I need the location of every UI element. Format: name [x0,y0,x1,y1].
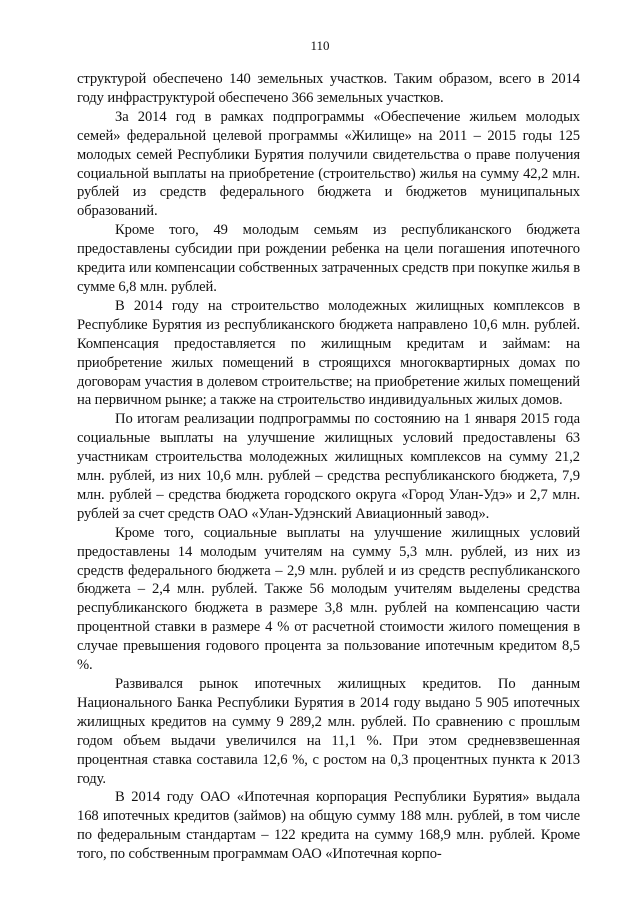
paragraph: Кроме того, социальные выплаты на улучшение жилищных условий предоставлены 14 молодым учителям на сумму 5,3 млн. рублей, из них из средств федерального бюджета – 2,9 млн. рублей и из средств республиканского бюджета – 2,4 млн. рублей. Также 56 молодым учителям выделены средства республиканского бюджета в размере 3,8 млн. рублей на компенсацию части процентной ставки в размере 4 % от расчетной стоимости жилого помещения в случае превышения годового процента за пользование ипотечным кредитом 8,5 %. [77,524,580,674]
paragraph: Кроме того, 49 молодым семьям из республиканского бюджета предоставлены субсидии при рождении ребенка на цели погашения ипотечного кредита или компенсации собственных затраченных средств при покупке жилья в сумме 6,8 млн. рублей. [77,222,580,295]
paragraph: Развивался рынок ипотечных жилищных кредитов. По данным Национального Банка Республики Бурятия в 2014 году выдано 5 905 ипотечных жилищных кредитов на сумму 9 289,2 млн. рублей. По сравнению с прошлым годом объем выдачи увеличился на 11,1 %. При этом средневзвешенная процентная ставка составила 12,6 %, с ростом на 0,3 процентных пункта к 2013 году. [77,676,580,787]
paragraph: структурой обеспечено 140 земельных участков. Таким образом, всего в 2014 году инфраструктурой обеспечено 366 земельных участков. [77,71,580,106]
page-number: 110 [310,38,330,53]
body-text [77,70,580,864]
paragraph: В 2014 году ОАО «Ипотечная корпорация Республики Бурятия» выдала 168 ипотечных кредитов (займов) на общую сумму 188 млн. рублей, в том числе по федеральным стандартам – 122 кредита на сумму 168,9 млн. рублей. Кроме того, по собственным программам ОАО «Ипотечная корпо- [77,789,580,863]
paragraph: За 2014 год в рамках подпрограммы «Обеспечение жильем молодых семей» федеральной целевой программы «Жилище» на 2011 – 2015 годы 125 молодых семей Республики Бурятия получили свидетельства о праве получения социальной выплаты на приобретение (строительство) жилья на сумму 42,2 млн. рублей из средств федерального бюджета и бюджетов муниципальных образований. [77,108,580,220]
paragraph: В 2014 году на строительство молодежных жилищных комплексов в Республике Бурятия из республиканского бюджета направлено 10,6 млн. рублей. Компенсация предоставляется по жилищным кредитам и займам: на приобретение жилых помещений в строящихся многоквартирных домах по договорам участия в долевом строительстве; на приобретение жилых помещений на первичном рынке; а также на строительство индивидуальных жилых домов. [77,297,580,409]
paragraph: По итогам реализации подпрограммы по состоянию на 1 января 2015 года социальные выплаты на улучшение жилищных условий предоставлены 63 участникам строительства молодежных жилищных комплексов на сумму 21,2 млн. рублей, из них 10,6 млн. рублей – средства республиканского бюджета, 7,9 млн. рублей – средства бюджета городского округа «Город Улан-Удэ» и 2,7 млн. рублей за счет средств ОАО «Улан-Удэнский Авиационный завод». [77,411,580,522]
